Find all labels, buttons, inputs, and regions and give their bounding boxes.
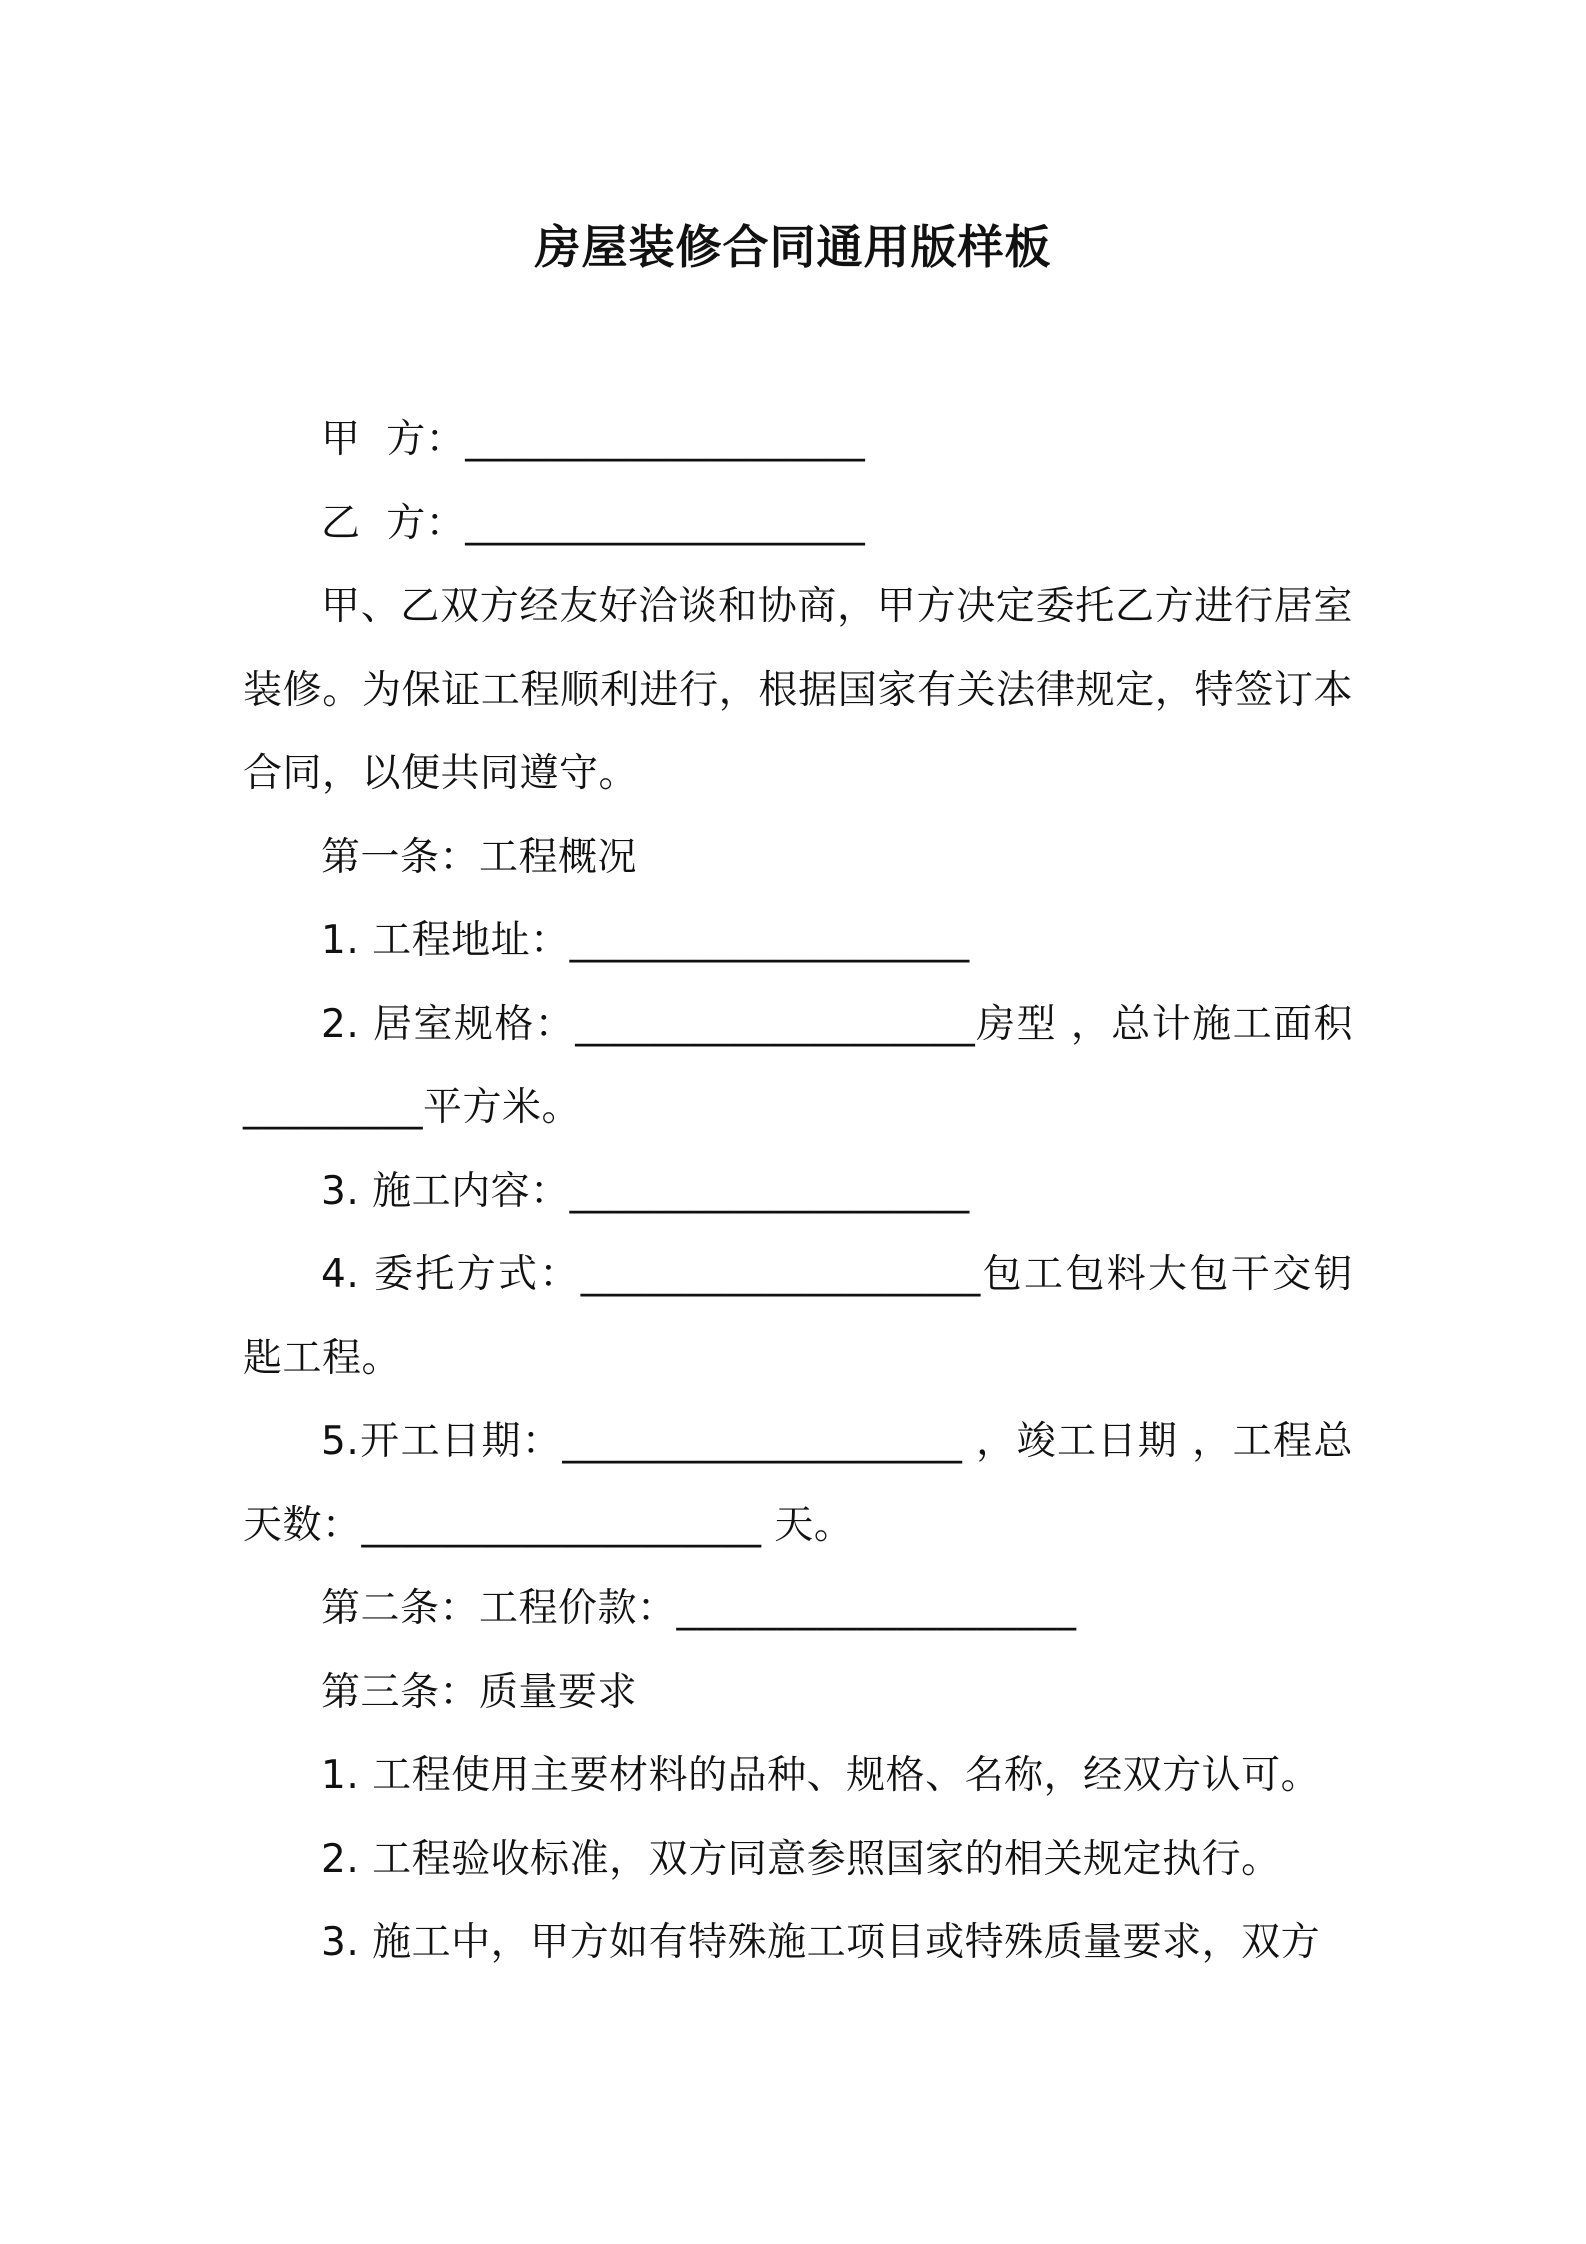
article-3-heading: 第三条：质量要求 (321, 1669, 638, 1715)
article-2-heading: 第二条：工程价款：____________________ (321, 1586, 1077, 1631)
document-body (243, 398, 1353, 1985)
article-3-item-2: 2. 工程验收标准，双方同意参照国家的相关规定执行。 (321, 1836, 1281, 1882)
article-1-item-5: 5.开工日期：____________________ ，竣工日期 ，工程总天数：____________________ 天。 (243, 1419, 1353, 1548)
article-1-item-2: 2. 居室规格：____________________房型 ，总计施工面积_________平方米。 (243, 1001, 1353, 1130)
document-title: 房屋装修合同通用版样板 (534, 220, 1052, 274)
party-b-line: 乙 方：____________________ (321, 500, 866, 546)
article-3-item-3: 3. 施工中，甲方如有特殊施工项目或特殊质量要求，双方 (321, 1920, 1321, 1965)
article-1-heading: 第一条：工程概况 (321, 834, 638, 880)
article-1-item-4: 4. 委托方式：____________________包工包料大包干交钥匙工程。 (243, 1252, 1353, 1381)
article-1-item-3: 3. 施工内容：____________________ (321, 1168, 970, 1214)
party-a-line: 甲 方：____________________ (321, 417, 866, 462)
article-1-item-1: 1. 工程地址：____________________ (321, 918, 970, 963)
preamble-paragraph: 甲、乙双方经友好洽谈和协商，甲方决定委托乙方进行居室装修。为保证工程顺利进行，根据国家有关法律规定，特签订本合同，以便共同遵守。 (243, 584, 1353, 796)
article-3-item-1: 1. 工程使用主要材料的品种、规格、名称，经双方认可。 (321, 1753, 1321, 1798)
